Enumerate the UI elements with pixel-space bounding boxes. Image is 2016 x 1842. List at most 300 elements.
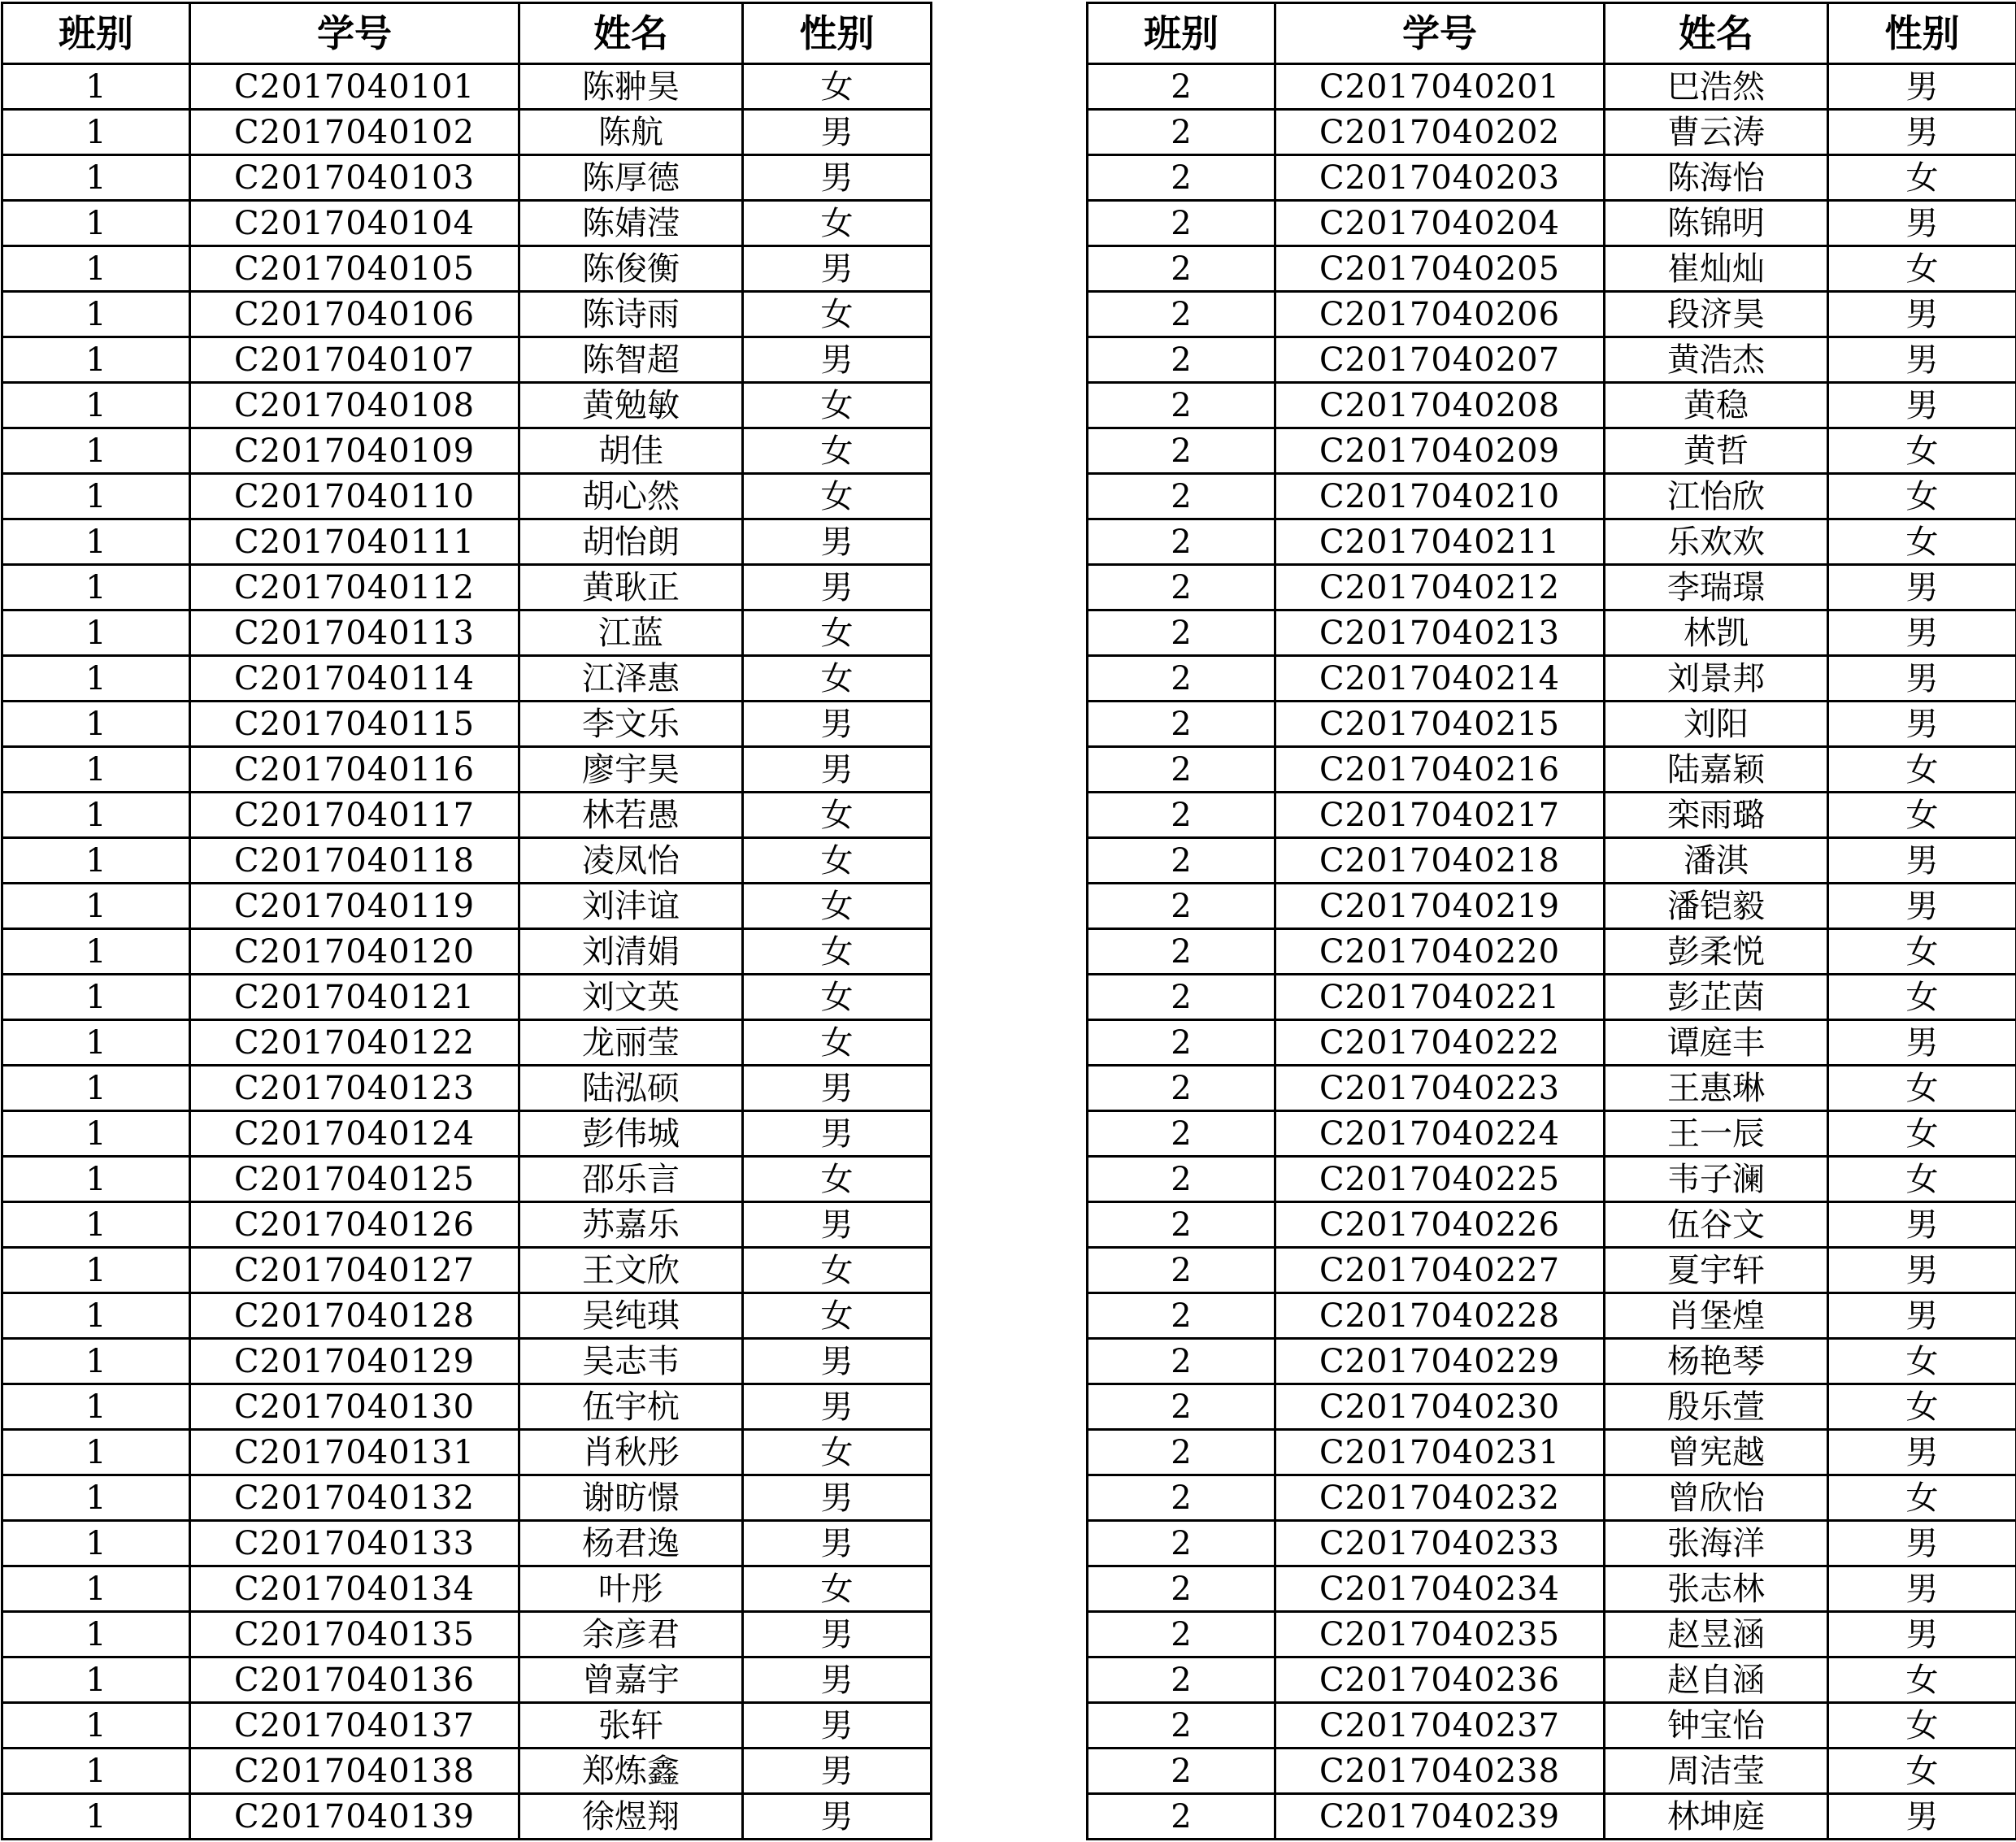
- cell-gender: 男: [1828, 565, 2016, 610]
- cell-gender: 女: [743, 1020, 932, 1066]
- cell-name: 肖堡煌: [1605, 1293, 1828, 1339]
- cell-name: 陆泓硕: [519, 1066, 743, 1111]
- cell-class: 1: [2, 155, 190, 201]
- cell-class: 2: [1088, 474, 1275, 519]
- column-header-gender: 性别: [1828, 3, 2016, 64]
- cell-name: 余彦君: [519, 1612, 743, 1657]
- cell-student-id: C2017040220: [1275, 929, 1605, 975]
- cell-class: 1: [2, 246, 190, 292]
- cell-gender: 男: [1828, 1794, 2016, 1840]
- cell-student-id: C2017040232: [1275, 1475, 1605, 1521]
- cell-gender: 女: [1828, 975, 2016, 1020]
- cell-class: 2: [1088, 838, 1275, 884]
- cell-student-id: C2017040139: [190, 1794, 519, 1840]
- cell-student-id: C2017040115: [190, 702, 519, 747]
- cell-gender: 男: [1828, 702, 2016, 747]
- cell-name: 王惠琳: [1605, 1066, 1828, 1111]
- cell-student-id: C2017040110: [190, 474, 519, 519]
- cell-name: 钟宝怡: [1605, 1703, 1828, 1749]
- cell-class: 1: [2, 519, 190, 565]
- cell-name: 殷乐萱: [1605, 1384, 1828, 1430]
- cell-gender: 男: [743, 337, 932, 383]
- roster-table-class-2: [1086, 2, 2016, 1840]
- cell-class: 2: [1088, 155, 1275, 201]
- header-row: [1088, 3, 2016, 64]
- cell-class: 2: [1088, 1657, 1275, 1703]
- cell-name: 曹云涛: [1605, 110, 1828, 155]
- cell-gender: 男: [1828, 1521, 2016, 1566]
- cell-gender: 男: [743, 747, 932, 793]
- cell-name: 江蓝: [519, 610, 743, 656]
- cell-gender: 男: [1828, 1566, 2016, 1612]
- cell-class: 1: [2, 1111, 190, 1157]
- cell-name: 吴志韦: [519, 1339, 743, 1384]
- cell-name: 陈婧滢: [519, 201, 743, 246]
- table-row: [1088, 428, 2016, 474]
- table-row: [1088, 1703, 2016, 1749]
- cell-student-id: C2017040226: [1275, 1202, 1605, 1248]
- cell-student-id: C2017040237: [1275, 1703, 1605, 1749]
- cell-class: 2: [1088, 1248, 1275, 1293]
- table-row: [1088, 1475, 2016, 1521]
- table-row: [1088, 1111, 2016, 1157]
- cell-name: 潘铠毅: [1605, 884, 1828, 929]
- cell-name: 江泽惠: [519, 656, 743, 702]
- cell-class: 2: [1088, 884, 1275, 929]
- cell-student-id: C2017040125: [190, 1157, 519, 1202]
- table-row: [1088, 610, 2016, 656]
- cell-student-id: C2017040218: [1275, 838, 1605, 884]
- cell-gender: 女: [1828, 1749, 2016, 1794]
- cell-class: 2: [1088, 702, 1275, 747]
- cell-student-id: C2017040231: [1275, 1430, 1605, 1475]
- cell-name: 曾宪越: [1605, 1430, 1828, 1475]
- cell-gender: 女: [1828, 428, 2016, 474]
- cell-name: 曾嘉宇: [519, 1657, 743, 1703]
- cell-gender: 男: [743, 1066, 932, 1111]
- cell-name: 邵乐言: [519, 1157, 743, 1202]
- table-row: [1088, 1293, 2016, 1339]
- table-row: [1088, 64, 2016, 110]
- cell-student-id: C2017040132: [190, 1475, 519, 1521]
- table-row: [2, 565, 932, 610]
- cell-name: 陈厚德: [519, 155, 743, 201]
- column-header-class: 班别: [2, 3, 190, 64]
- table-row: [2, 383, 932, 428]
- table-row: [1088, 1066, 2016, 1111]
- table-row: [1088, 1248, 2016, 1293]
- cell-gender: 男: [743, 1384, 932, 1430]
- table-row: [2, 474, 932, 519]
- cell-name: 杨艳琴: [1605, 1339, 1828, 1384]
- cell-student-id: C2017040133: [190, 1521, 519, 1566]
- cell-student-id: C2017040229: [1275, 1339, 1605, 1384]
- cell-student-id: C2017040116: [190, 747, 519, 793]
- cell-gender: 女: [1828, 1703, 2016, 1749]
- column-header-name: 姓名: [519, 3, 743, 64]
- table-row: [1088, 656, 2016, 702]
- cell-class: 2: [1088, 292, 1275, 337]
- cell-name: 谢昉憬: [519, 1475, 743, 1521]
- table-row: [2, 1749, 932, 1794]
- cell-student-id: C2017040121: [190, 975, 519, 1020]
- cell-gender: 女: [1828, 747, 2016, 793]
- cell-class: 2: [1088, 1339, 1275, 1384]
- cell-gender: 女: [743, 1248, 932, 1293]
- cell-class: 1: [2, 656, 190, 702]
- cell-student-id: C2017040230: [1275, 1384, 1605, 1430]
- cell-gender: 男: [1828, 337, 2016, 383]
- table-row: [1088, 201, 2016, 246]
- table-row: [1088, 337, 2016, 383]
- cell-class: 2: [1088, 975, 1275, 1020]
- cell-class: 1: [2, 702, 190, 747]
- cell-name: 李瑞璟: [1605, 565, 1828, 610]
- cell-student-id: C2017040137: [190, 1703, 519, 1749]
- cell-student-id: C2017040106: [190, 292, 519, 337]
- cell-name: 潘淇: [1605, 838, 1828, 884]
- cell-class: 1: [2, 1612, 190, 1657]
- cell-class: 1: [2, 610, 190, 656]
- cell-name: 王一辰: [1605, 1111, 1828, 1157]
- cell-name: 胡怡朗: [519, 519, 743, 565]
- cell-name: 吴纯琪: [519, 1293, 743, 1339]
- table-body: [1088, 64, 2016, 1840]
- cell-gender: 女: [1828, 519, 2016, 565]
- table-row: [1088, 155, 2016, 201]
- cell-class: 2: [1088, 428, 1275, 474]
- cell-student-id: C2017040111: [190, 519, 519, 565]
- cell-gender: 女: [1828, 1111, 2016, 1157]
- table-row: [2, 747, 932, 793]
- cell-gender: 女: [1828, 1384, 2016, 1430]
- cell-student-id: C2017040107: [190, 337, 519, 383]
- cell-name: 林若愚: [519, 793, 743, 838]
- table-row: [2, 64, 932, 110]
- cell-name: 韦子澜: [1605, 1157, 1828, 1202]
- cell-gender: 男: [743, 246, 932, 292]
- cell-gender: 女: [1828, 1657, 2016, 1703]
- cell-class: 1: [2, 1749, 190, 1794]
- cell-student-id: C2017040219: [1275, 884, 1605, 929]
- cell-class: 1: [2, 1066, 190, 1111]
- table-row: [2, 337, 932, 383]
- cell-gender: 男: [743, 1111, 932, 1157]
- cell-name: 刘景邦: [1605, 656, 1828, 702]
- cell-student-id: C2017040112: [190, 565, 519, 610]
- cell-name: 胡佳: [519, 428, 743, 474]
- cell-class: 1: [2, 1475, 190, 1521]
- cell-class: 1: [2, 747, 190, 793]
- cell-name: 陈智超: [519, 337, 743, 383]
- cell-gender: 女: [1828, 246, 2016, 292]
- cell-gender: 女: [743, 793, 932, 838]
- cell-student-id: C2017040206: [1275, 292, 1605, 337]
- cell-class: 1: [2, 64, 190, 110]
- cell-name: 林凯: [1605, 610, 1828, 656]
- table-row: [1088, 1794, 2016, 1840]
- cell-student-id: C2017040215: [1275, 702, 1605, 747]
- table-row: [2, 1066, 932, 1111]
- cell-student-id: C2017040102: [190, 110, 519, 155]
- table-row: [2, 1020, 932, 1066]
- cell-gender: 女: [1828, 1475, 2016, 1521]
- cell-gender: 男: [743, 1475, 932, 1521]
- cell-class: 1: [2, 565, 190, 610]
- cell-class: 2: [1088, 610, 1275, 656]
- cell-name: 黄勉敏: [519, 383, 743, 428]
- cell-student-id: C2017040204: [1275, 201, 1605, 246]
- cell-class: 2: [1088, 246, 1275, 292]
- cell-gender: 男: [743, 702, 932, 747]
- cell-name: 郑炼鑫: [519, 1749, 743, 1794]
- cell-gender: 女: [743, 1293, 932, 1339]
- cell-student-id: C2017040114: [190, 656, 519, 702]
- table-row: [2, 1202, 932, 1248]
- cell-gender: 女: [743, 884, 932, 929]
- cell-gender: 女: [743, 929, 932, 975]
- cell-gender: 男: [743, 1794, 932, 1840]
- table-row: [2, 1612, 932, 1657]
- cell-class: 2: [1088, 1475, 1275, 1521]
- cell-class: 2: [1088, 383, 1275, 428]
- table-row: [1088, 793, 2016, 838]
- cell-student-id: C2017040135: [190, 1612, 519, 1657]
- cell-class: 1: [2, 929, 190, 975]
- cell-class: 1: [2, 428, 190, 474]
- cell-name: 廖宇昊: [519, 747, 743, 793]
- cell-class: 2: [1088, 1749, 1275, 1794]
- cell-name: 彭芷茵: [1605, 975, 1828, 1020]
- cell-class: 1: [2, 1020, 190, 1066]
- cell-student-id: C2017040208: [1275, 383, 1605, 428]
- cell-student-id: C2017040209: [1275, 428, 1605, 474]
- cell-student-id: C2017040216: [1275, 747, 1605, 793]
- cell-name: 江怡欣: [1605, 474, 1828, 519]
- cell-class: 2: [1088, 1521, 1275, 1566]
- cell-class: 1: [2, 1293, 190, 1339]
- table-row: [1088, 565, 2016, 610]
- cell-name: 张轩: [519, 1703, 743, 1749]
- table-row: [2, 1430, 932, 1475]
- cell-class: 2: [1088, 793, 1275, 838]
- cell-name: 栾雨璐: [1605, 793, 1828, 838]
- cell-class: 2: [1088, 1612, 1275, 1657]
- cell-student-id: C2017040235: [1275, 1612, 1605, 1657]
- cell-gender: 男: [1828, 838, 2016, 884]
- cell-name: 伍宇杭: [519, 1384, 743, 1430]
- table-row: [2, 702, 932, 747]
- cell-class: 2: [1088, 1066, 1275, 1111]
- cell-student-id: C2017040128: [190, 1293, 519, 1339]
- table-row: [2, 1794, 932, 1840]
- cell-name: 周洁莹: [1605, 1749, 1828, 1794]
- cell-gender: 男: [743, 1703, 932, 1749]
- cell-student-id: C2017040222: [1275, 1020, 1605, 1066]
- header-row: [2, 3, 932, 64]
- cell-name: 王文欣: [519, 1248, 743, 1293]
- cell-name: 刘清娟: [519, 929, 743, 975]
- cell-class: 1: [2, 1248, 190, 1293]
- cell-gender: 男: [1828, 1020, 2016, 1066]
- cell-name: 徐煜翔: [519, 1794, 743, 1840]
- cell-class: 1: [2, 1202, 190, 1248]
- cell-gender: 女: [743, 838, 932, 884]
- cell-student-id: C2017040109: [190, 428, 519, 474]
- cell-gender: 女: [743, 64, 932, 110]
- cell-class: 2: [1088, 1794, 1275, 1840]
- cell-student-id: C2017040119: [190, 884, 519, 929]
- cell-gender: 女: [743, 428, 932, 474]
- cell-name: 黄浩杰: [1605, 337, 1828, 383]
- table-row: [2, 246, 932, 292]
- cell-name: 崔灿灿: [1605, 246, 1828, 292]
- cell-student-id: C2017040120: [190, 929, 519, 975]
- cell-name: 陈翀昊: [519, 64, 743, 110]
- table-row: [2, 793, 932, 838]
- cell-class: 1: [2, 292, 190, 337]
- table-row: [2, 1384, 932, 1430]
- table-row: [2, 1111, 932, 1157]
- table-row: [1088, 246, 2016, 292]
- cell-class: 2: [1088, 1703, 1275, 1749]
- cell-student-id: C2017040239: [1275, 1794, 1605, 1840]
- cell-class: 1: [2, 975, 190, 1020]
- cell-name: 凌凤怡: [519, 838, 743, 884]
- cell-gender: 女: [743, 474, 932, 519]
- column-header-student-id: 学号: [190, 3, 519, 64]
- cell-class: 2: [1088, 1384, 1275, 1430]
- cell-gender: 女: [743, 292, 932, 337]
- cell-name: 彭柔悦: [1605, 929, 1828, 975]
- cell-name: 乐欢欢: [1605, 519, 1828, 565]
- cell-gender: 男: [1828, 1612, 2016, 1657]
- cell-name: 黄耿正: [519, 565, 743, 610]
- cell-gender: 男: [743, 1339, 932, 1384]
- cell-student-id: C2017040130: [190, 1384, 519, 1430]
- cell-name: 陆嘉颖: [1605, 747, 1828, 793]
- cell-gender: 女: [1828, 155, 2016, 201]
- table-row: [2, 519, 932, 565]
- cell-class: 2: [1088, 110, 1275, 155]
- cell-name: 刘阳: [1605, 702, 1828, 747]
- cell-student-id: C2017040210: [1275, 474, 1605, 519]
- cell-class: 1: [2, 337, 190, 383]
- cell-class: 1: [2, 884, 190, 929]
- cell-gender: 女: [1828, 1157, 2016, 1202]
- table-row: [2, 155, 932, 201]
- cell-student-id: C2017040234: [1275, 1566, 1605, 1612]
- cell-name: 肖秋彤: [519, 1430, 743, 1475]
- cell-student-id: C2017040225: [1275, 1157, 1605, 1202]
- cell-name: 李文乐: [519, 702, 743, 747]
- cell-class: 1: [2, 1657, 190, 1703]
- table-row: [2, 1293, 932, 1339]
- cell-gender: 女: [1828, 474, 2016, 519]
- table-row: [1088, 1384, 2016, 1430]
- table-row: [2, 975, 932, 1020]
- table-row: [1088, 1020, 2016, 1066]
- column-header-student-id: 学号: [1275, 3, 1605, 64]
- cell-name: 夏宇轩: [1605, 1248, 1828, 1293]
- cell-gender: 男: [743, 519, 932, 565]
- cell-class: 1: [2, 1794, 190, 1840]
- roster-table-class-1: [1, 2, 932, 1840]
- cell-class: 2: [1088, 201, 1275, 246]
- table-row: [1088, 519, 2016, 565]
- table-row: [2, 656, 932, 702]
- cell-class: 2: [1088, 1020, 1275, 1066]
- cell-gender: 男: [743, 1657, 932, 1703]
- table-row: [1088, 1157, 2016, 1202]
- cell-gender: 男: [1828, 884, 2016, 929]
- cell-student-id: C2017040136: [190, 1657, 519, 1703]
- cell-gender: 女: [743, 975, 932, 1020]
- table-row: [1088, 929, 2016, 975]
- table-body: [2, 64, 932, 1840]
- cell-gender: 男: [1828, 1430, 2016, 1475]
- cell-student-id: C2017040203: [1275, 155, 1605, 201]
- table-row: [2, 428, 932, 474]
- table-row: [1088, 747, 2016, 793]
- cell-class: 2: [1088, 929, 1275, 975]
- cell-class: 2: [1088, 1111, 1275, 1157]
- cell-class: 1: [2, 793, 190, 838]
- table-row: [1088, 884, 2016, 929]
- cell-class: 2: [1088, 519, 1275, 565]
- cell-student-id: C2017040227: [1275, 1248, 1605, 1293]
- cell-name: 彭伟城: [519, 1111, 743, 1157]
- cell-gender: 男: [743, 155, 932, 201]
- cell-class: 1: [2, 1384, 190, 1430]
- column-header-name: 姓名: [1605, 3, 1828, 64]
- cell-student-id: C2017040224: [1275, 1111, 1605, 1157]
- table-row: [2, 1566, 932, 1612]
- cell-gender: 男: [743, 1612, 932, 1657]
- cell-name: 龙丽莹: [519, 1020, 743, 1066]
- table-row: [2, 1339, 932, 1384]
- cell-student-id: C2017040117: [190, 793, 519, 838]
- table-row: [1088, 1202, 2016, 1248]
- cell-gender: 女: [743, 1566, 932, 1612]
- cell-gender: 男: [1828, 1248, 2016, 1293]
- cell-student-id: C2017040131: [190, 1430, 519, 1475]
- table-row: [1088, 1430, 2016, 1475]
- cell-gender: 女: [743, 1430, 932, 1475]
- cell-gender: 男: [1828, 610, 2016, 656]
- cell-student-id: C2017040101: [190, 64, 519, 110]
- cell-student-id: C2017040134: [190, 1566, 519, 1612]
- cell-name: 陈航: [519, 110, 743, 155]
- cell-gender: 女: [1828, 793, 2016, 838]
- cell-name: 巴浩然: [1605, 64, 1828, 110]
- table-row: [1088, 838, 2016, 884]
- cell-name: 张海洋: [1605, 1521, 1828, 1566]
- cell-gender: 女: [743, 383, 932, 428]
- table-row: [1088, 702, 2016, 747]
- cell-name: 陈俊衡: [519, 246, 743, 292]
- cell-class: 1: [2, 838, 190, 884]
- table-row: [2, 201, 932, 246]
- cell-name: 谭庭丰: [1605, 1020, 1828, 1066]
- cell-gender: 女: [1828, 1066, 2016, 1111]
- column-header-class: 班别: [1088, 3, 1275, 64]
- cell-student-id: C2017040233: [1275, 1521, 1605, 1566]
- cell-name: 刘文英: [519, 975, 743, 1020]
- cell-gender: 男: [1828, 64, 2016, 110]
- cell-student-id: C2017040228: [1275, 1293, 1605, 1339]
- cell-student-id: C2017040122: [190, 1020, 519, 1066]
